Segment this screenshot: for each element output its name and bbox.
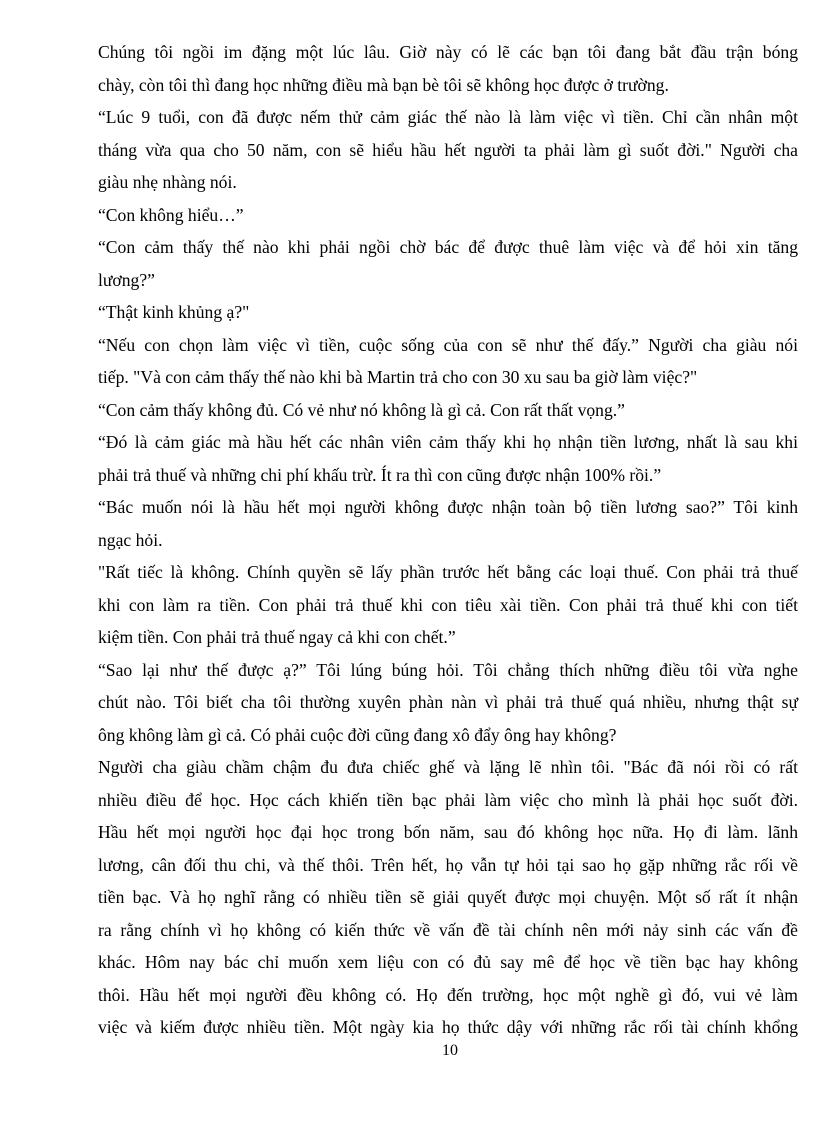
text-line: kiệm tiền. Con phải trả thuế ngay cả khi con chết.”: [98, 627, 456, 647]
text-line: “Nếu con chọn làm việc vì tiền, cuộc sống của con sẽ như thế đấy.” Người cha giàu nói: [98, 334, 798, 355]
text-line: Chúng tôi ngồi im đặng một lúc lâu. Giờ này có lẽ các bạn tôi đang bắt đầu trận bóng: [98, 42, 798, 62]
text-line: khác. Hôm nay bác chỉ muốn xem liệu con có đủ say mê để học về tiền bạc hay không: [98, 952, 798, 972]
page-number: 10: [442, 1042, 458, 1059]
text-line: tiền bạc. Và họ nghĩ rằng có nhiều tiền sẽ giải quyết được mọi chuyện. Một số rất ít nhận: [98, 887, 798, 907]
text-line: “Con không hiểu…”: [98, 204, 244, 225]
text-line: Người cha giàu chầm chậm đu đưa chiếc ghế và lặng lẽ nhìn tôi. "Bác đã nói rồi có rất: [98, 757, 798, 777]
text-line: “Lúc 9 tuổi, con đã được nếm thử cảm giác thế nào là làm việc vì tiền. Chỉ cần nhân một: [98, 107, 798, 127]
text-line: tiếp. "Và con cảm thấy thế nào khi bà Martin trả cho con 30 xu sau ba giờ làm việc?": [98, 367, 698, 387]
text-line: thôi. Hầu hết mọi người đều không có. Họ đến trường, học một nghề gì đó, vui vẻ làm: [98, 984, 798, 1005]
text-line: “Bác muốn nói là hầu hết mọi người không được nhận toàn bộ tiền lương sao?” Tôi kinh: [98, 497, 798, 517]
text-line: “Con cảm thấy không đủ. Có vẻ như nó không là gì cả. Con rất thất vọng.”: [98, 399, 625, 420]
text-line: “Thật kinh khủng ạ?": [98, 302, 250, 322]
text-line: nhiều điều để học. Học cách khiến tiền bạc phải làm việc cho mình là phải học suốt đời.: [98, 789, 798, 810]
text-line: giàu nhẹ nhàng nói.: [98, 172, 237, 192]
text-line: “Đó là cảm giác mà hầu hết các nhân viên cảm thấy khi họ nhận tiền lương, nhất là sau khi: [98, 432, 798, 452]
text-line: chày, còn tôi thì đang học những điều mà bạn bè tôi sẽ không học được ở trường.: [98, 74, 669, 95]
text-line: lương?”: [98, 269, 155, 290]
text-line: Hầu hết mọi người học đại học trong bốn năm, sau đó không học nữa. Họ đi làm. lãnh: [98, 822, 798, 842]
text-line: ra rằng chính vì họ không có kiến thức về vấn đề tài chính nên mới nảy sinh các vấn đề: [98, 919, 798, 940]
text-line: lương, cân đối thu chi, và thế thôi. Trên hết, họ vẫn tự hỏi tại sao họ gặp những rắc rối về: [98, 854, 798, 875]
text-line: việc và kiếm được nhiều tiền. Một ngày kia họ thức dậy với những rắc rối tài chính khổng: [98, 1017, 798, 1037]
text-line: ông không làm gì cả. Có phải cuộc đời cũng đang xô đẩy ông hay không?: [98, 724, 617, 745]
text-line: “Con cảm thấy thế nào khi phải ngồi chờ bác để được thuê làm việc và để hỏi xin tăng: [98, 237, 798, 257]
text-line: tháng vừa qua cho 50 năm, con sẽ hiểu hầu hết người ta phải làm gì suốt đời." Người cha: [98, 139, 798, 160]
text-line: khi con làm ra tiền. Con phải trả thuế khi con tiêu xài tiền. Con phải trả thuế khi con tiết: [98, 594, 798, 615]
text-line: chút nào. Tôi biết cha tôi thường xuyên phàn nàn vì phải trả thuế quá nhiều, nhưng thật sự: [98, 692, 798, 712]
document-body: [98, 36, 798, 1044]
text-line: phải trả thuế và những chi phí khấu trừ. Ít ra thì con cũng được nhận 100% rồi.”: [98, 464, 662, 485]
text-line: “Sao lại như thế được ạ?” Tôi lúng búng hỏi. Tôi chẳng thích những điều tôi vừa nghe: [98, 659, 798, 680]
text-line: "Rất tiếc là không. Chính quyền sẽ lấy phần trước hết bằng các loại thuế. Con phải trả thuế: [98, 562, 798, 582]
text-line: ngạc hỏi.: [98, 529, 163, 550]
